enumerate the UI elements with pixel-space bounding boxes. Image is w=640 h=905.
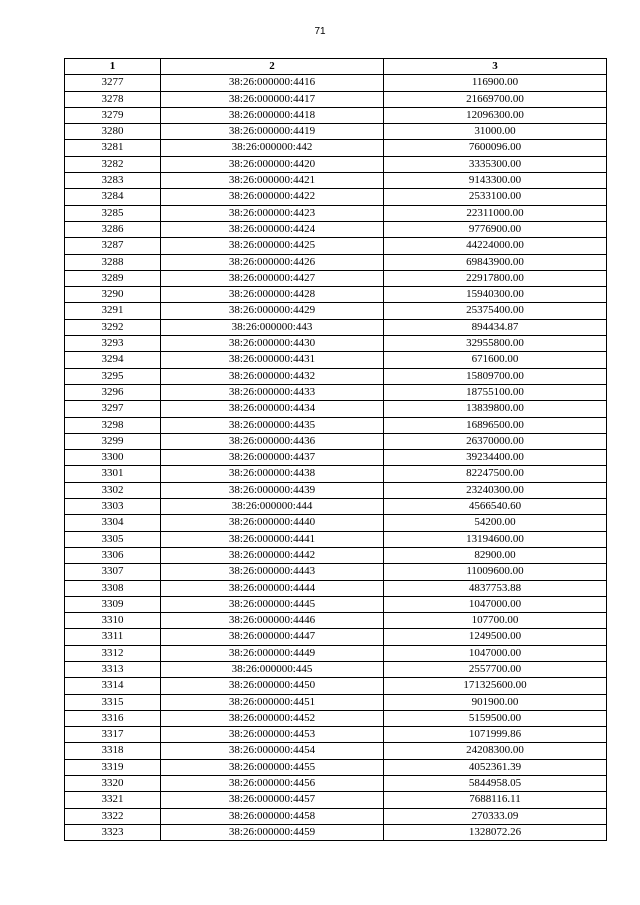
row-number-cell: 3316 [65, 710, 161, 726]
value-cell: 23240300.00 [384, 482, 607, 498]
row-number-cell: 3310 [65, 613, 161, 629]
value-cell: 1047000.00 [384, 596, 607, 612]
value-cell: 25375400.00 [384, 303, 607, 319]
cadastral-number-cell: 38:26:000000:4435 [161, 417, 384, 433]
row-number-cell: 3317 [65, 727, 161, 743]
row-number-cell: 3307 [65, 564, 161, 580]
table-row [65, 417, 607, 433]
cadastral-number-cell: 38:26:000000:4428 [161, 287, 384, 303]
row-number-cell: 3285 [65, 205, 161, 221]
value-cell: 107700.00 [384, 613, 607, 629]
cadastral-number-cell: 38:26:000000:4450 [161, 678, 384, 694]
table-row [65, 221, 607, 237]
table-row [65, 694, 607, 710]
table-header [65, 59, 607, 75]
value-cell: 11009600.00 [384, 564, 607, 580]
value-cell: 9776900.00 [384, 221, 607, 237]
row-number-cell: 3309 [65, 596, 161, 612]
row-number-cell: 3320 [65, 776, 161, 792]
value-cell: 13839800.00 [384, 401, 607, 417]
cadastral-number-cell: 38:26:000000:4420 [161, 156, 384, 172]
row-number-cell: 3292 [65, 319, 161, 335]
row-number-cell: 3279 [65, 107, 161, 123]
page-number: 71 [314, 26, 326, 37]
row-number-cell: 3304 [65, 515, 161, 531]
cadastral-number-cell: 38:26:000000:4426 [161, 254, 384, 270]
cadastral-number-cell: 38:26:000000:445 [161, 661, 384, 677]
value-cell: 5844958.05 [384, 776, 607, 792]
table-row [65, 743, 607, 759]
table-row [65, 824, 607, 840]
table-row [65, 580, 607, 596]
value-cell: 1328072.26 [384, 824, 607, 840]
cadastral-number-cell: 38:26:000000:4432 [161, 368, 384, 384]
value-cell: 31000.00 [384, 124, 607, 140]
table-row [65, 189, 607, 205]
row-number-cell: 3313 [65, 661, 161, 677]
cadastral-number-cell: 38:26:000000:4439 [161, 482, 384, 498]
value-cell: 901900.00 [384, 694, 607, 710]
row-number-cell: 3281 [65, 140, 161, 156]
value-cell: 82247500.00 [384, 466, 607, 482]
cadastral-number-cell: 38:26:000000:4418 [161, 107, 384, 123]
row-number-cell: 3294 [65, 352, 161, 368]
value-cell: 22917800.00 [384, 270, 607, 286]
value-cell: 7688116.11 [384, 792, 607, 808]
table-row [65, 336, 607, 352]
row-number-cell: 3283 [65, 173, 161, 189]
table-row [65, 759, 607, 775]
cadastral-number-cell: 38:26:000000:4436 [161, 433, 384, 449]
row-number-cell: 3314 [65, 678, 161, 694]
table-row [65, 401, 607, 417]
value-cell: 1249500.00 [384, 629, 607, 645]
table-row [65, 450, 607, 466]
cadastral-number-cell: 38:26:000000:4443 [161, 564, 384, 580]
value-cell: 15940300.00 [384, 287, 607, 303]
table-row [65, 776, 607, 792]
row-number-cell: 3293 [65, 336, 161, 352]
value-cell: 4052361.39 [384, 759, 607, 775]
cadastral-number-cell: 38:26:000000:4440 [161, 515, 384, 531]
row-number-cell: 3306 [65, 547, 161, 563]
value-cell: 171325600.00 [384, 678, 607, 694]
row-number-cell: 3300 [65, 450, 161, 466]
cadastral-number-cell: 38:26:000000:4434 [161, 401, 384, 417]
cadastral-number-cell: 38:26:000000:4454 [161, 743, 384, 759]
value-cell: 32955800.00 [384, 336, 607, 352]
cadastral-number-cell: 38:26:000000:4445 [161, 596, 384, 612]
row-number-cell: 3277 [65, 75, 161, 91]
column-header: 1 [65, 59, 161, 75]
row-number-cell: 3288 [65, 254, 161, 270]
row-number-cell: 3303 [65, 499, 161, 515]
value-cell: 7600096.00 [384, 140, 607, 156]
value-cell: 4837753.88 [384, 580, 607, 596]
cadastral-number-cell: 38:26:000000:4437 [161, 450, 384, 466]
table-row [65, 319, 607, 335]
row-number-cell: 3318 [65, 743, 161, 759]
cadastral-number-cell: 38:26:000000:4451 [161, 694, 384, 710]
table-row [65, 710, 607, 726]
cadastral-number-cell: 38:26:000000:4425 [161, 238, 384, 254]
value-cell: 3335300.00 [384, 156, 607, 172]
cadastral-number-cell: 38:26:000000:4449 [161, 645, 384, 661]
table-row [65, 433, 607, 449]
value-cell: 69843900.00 [384, 254, 607, 270]
cadastral-number-cell: 38:26:000000:4438 [161, 466, 384, 482]
table-row [65, 808, 607, 824]
table-row [65, 254, 607, 270]
value-cell: 54200.00 [384, 515, 607, 531]
value-cell: 1071999.86 [384, 727, 607, 743]
column-header: 3 [384, 59, 607, 75]
cadastral-number-cell: 38:26:000000:4424 [161, 221, 384, 237]
value-cell: 24208300.00 [384, 743, 607, 759]
cadastral-number-cell: 38:26:000000:4442 [161, 547, 384, 563]
table-row [65, 596, 607, 612]
cadastral-number-cell: 38:26:000000:4417 [161, 91, 384, 107]
cadastral-number-cell: 38:26:000000:4458 [161, 808, 384, 824]
row-number-cell: 3302 [65, 482, 161, 498]
row-number-cell: 3296 [65, 384, 161, 400]
cadastral-number-cell: 38:26:000000:4446 [161, 613, 384, 629]
value-cell: 21669700.00 [384, 91, 607, 107]
value-cell: 2557700.00 [384, 661, 607, 677]
row-number-cell: 3315 [65, 694, 161, 710]
cadastral-number-cell: 38:26:000000:4429 [161, 303, 384, 319]
table-row [65, 499, 607, 515]
cadastral-number-cell: 38:26:000000:4452 [161, 710, 384, 726]
value-cell: 2533100.00 [384, 189, 607, 205]
row-number-cell: 3323 [65, 824, 161, 840]
row-number-cell: 3297 [65, 401, 161, 417]
row-number-cell: 3321 [65, 792, 161, 808]
table-row [65, 124, 607, 140]
cadastral-number-cell: 38:26:000000:4433 [161, 384, 384, 400]
row-number-cell: 3295 [65, 368, 161, 384]
value-cell: 116900.00 [384, 75, 607, 91]
row-number-cell: 3290 [65, 287, 161, 303]
table-row [65, 531, 607, 547]
value-cell: 16896500.00 [384, 417, 607, 433]
row-number-cell: 3278 [65, 91, 161, 107]
cadastral-number-cell: 38:26:000000:4459 [161, 824, 384, 840]
value-cell: 15809700.00 [384, 368, 607, 384]
value-cell: 1047000.00 [384, 645, 607, 661]
value-cell: 9143300.00 [384, 173, 607, 189]
row-number-cell: 3291 [65, 303, 161, 319]
column-header: 2 [161, 59, 384, 75]
value-cell: 44224000.00 [384, 238, 607, 254]
row-number-cell: 3286 [65, 221, 161, 237]
cadastral-table [64, 58, 607, 841]
table-row [65, 792, 607, 808]
row-number-cell: 3287 [65, 238, 161, 254]
row-number-cell: 3289 [65, 270, 161, 286]
table-row [65, 238, 607, 254]
row-number-cell: 3301 [65, 466, 161, 482]
cadastral-number-cell: 38:26:000000:4441 [161, 531, 384, 547]
table-row [65, 287, 607, 303]
table-row [65, 678, 607, 694]
cadastral-number-cell: 38:26:000000:444 [161, 499, 384, 515]
table-row [65, 515, 607, 531]
table-row [65, 384, 607, 400]
cadastral-number-cell: 38:26:000000:4447 [161, 629, 384, 645]
value-cell: 5159500.00 [384, 710, 607, 726]
table-row [65, 613, 607, 629]
table-body [65, 75, 607, 841]
value-cell: 18755100.00 [384, 384, 607, 400]
cadastral-number-cell: 38:26:000000:4427 [161, 270, 384, 286]
cadastral-number-cell: 38:26:000000:4416 [161, 75, 384, 91]
table-row [65, 303, 607, 319]
table-row [65, 352, 607, 368]
table-row [65, 75, 607, 91]
row-number-cell: 3280 [65, 124, 161, 140]
table-row [65, 368, 607, 384]
row-number-cell: 3319 [65, 759, 161, 775]
cadastral-number-cell: 38:26:000000:4430 [161, 336, 384, 352]
row-number-cell: 3305 [65, 531, 161, 547]
cadastral-number-cell: 38:26:000000:4422 [161, 189, 384, 205]
row-number-cell: 3299 [65, 433, 161, 449]
table-row [65, 173, 607, 189]
value-cell: 82900.00 [384, 547, 607, 563]
table-row [65, 482, 607, 498]
header-row [65, 59, 607, 75]
value-cell: 671600.00 [384, 352, 607, 368]
table-row [65, 466, 607, 482]
cadastral-number-cell: 38:26:000000:443 [161, 319, 384, 335]
cadastral-number-cell: 38:26:000000:4457 [161, 792, 384, 808]
table-row [65, 629, 607, 645]
cadastral-number-cell: 38:26:000000:4421 [161, 173, 384, 189]
value-cell: 270333.09 [384, 808, 607, 824]
cadastral-number-cell: 38:26:000000:4444 [161, 580, 384, 596]
table-row [65, 270, 607, 286]
row-number-cell: 3298 [65, 417, 161, 433]
value-cell: 39234400.00 [384, 450, 607, 466]
table-row [65, 564, 607, 580]
table-row [65, 140, 607, 156]
cadastral-number-cell: 38:26:000000:4453 [161, 727, 384, 743]
cadastral-number-cell: 38:26:000000:4419 [161, 124, 384, 140]
table-row [65, 156, 607, 172]
table-row [65, 107, 607, 123]
table-row [65, 205, 607, 221]
row-number-cell: 3284 [65, 189, 161, 205]
value-cell: 26370000.00 [384, 433, 607, 449]
value-cell: 22311000.00 [384, 205, 607, 221]
value-cell: 4566540.60 [384, 499, 607, 515]
value-cell: 894434.87 [384, 319, 607, 335]
row-number-cell: 3312 [65, 645, 161, 661]
value-cell: 12096300.00 [384, 107, 607, 123]
table-row [65, 645, 607, 661]
row-number-cell: 3308 [65, 580, 161, 596]
cadastral-number-cell: 38:26:000000:4423 [161, 205, 384, 221]
table-row [65, 91, 607, 107]
table-row [65, 727, 607, 743]
cadastral-number-cell: 38:26:000000:4431 [161, 352, 384, 368]
row-number-cell: 3311 [65, 629, 161, 645]
table-row [65, 547, 607, 563]
table-row [65, 661, 607, 677]
row-number-cell: 3322 [65, 808, 161, 824]
cadastral-number-cell: 38:26:000000:4455 [161, 759, 384, 775]
row-number-cell: 3282 [65, 156, 161, 172]
cadastral-number-cell: 38:26:000000:4456 [161, 776, 384, 792]
cadastral-number-cell: 38:26:000000:442 [161, 140, 384, 156]
value-cell: 13194600.00 [384, 531, 607, 547]
